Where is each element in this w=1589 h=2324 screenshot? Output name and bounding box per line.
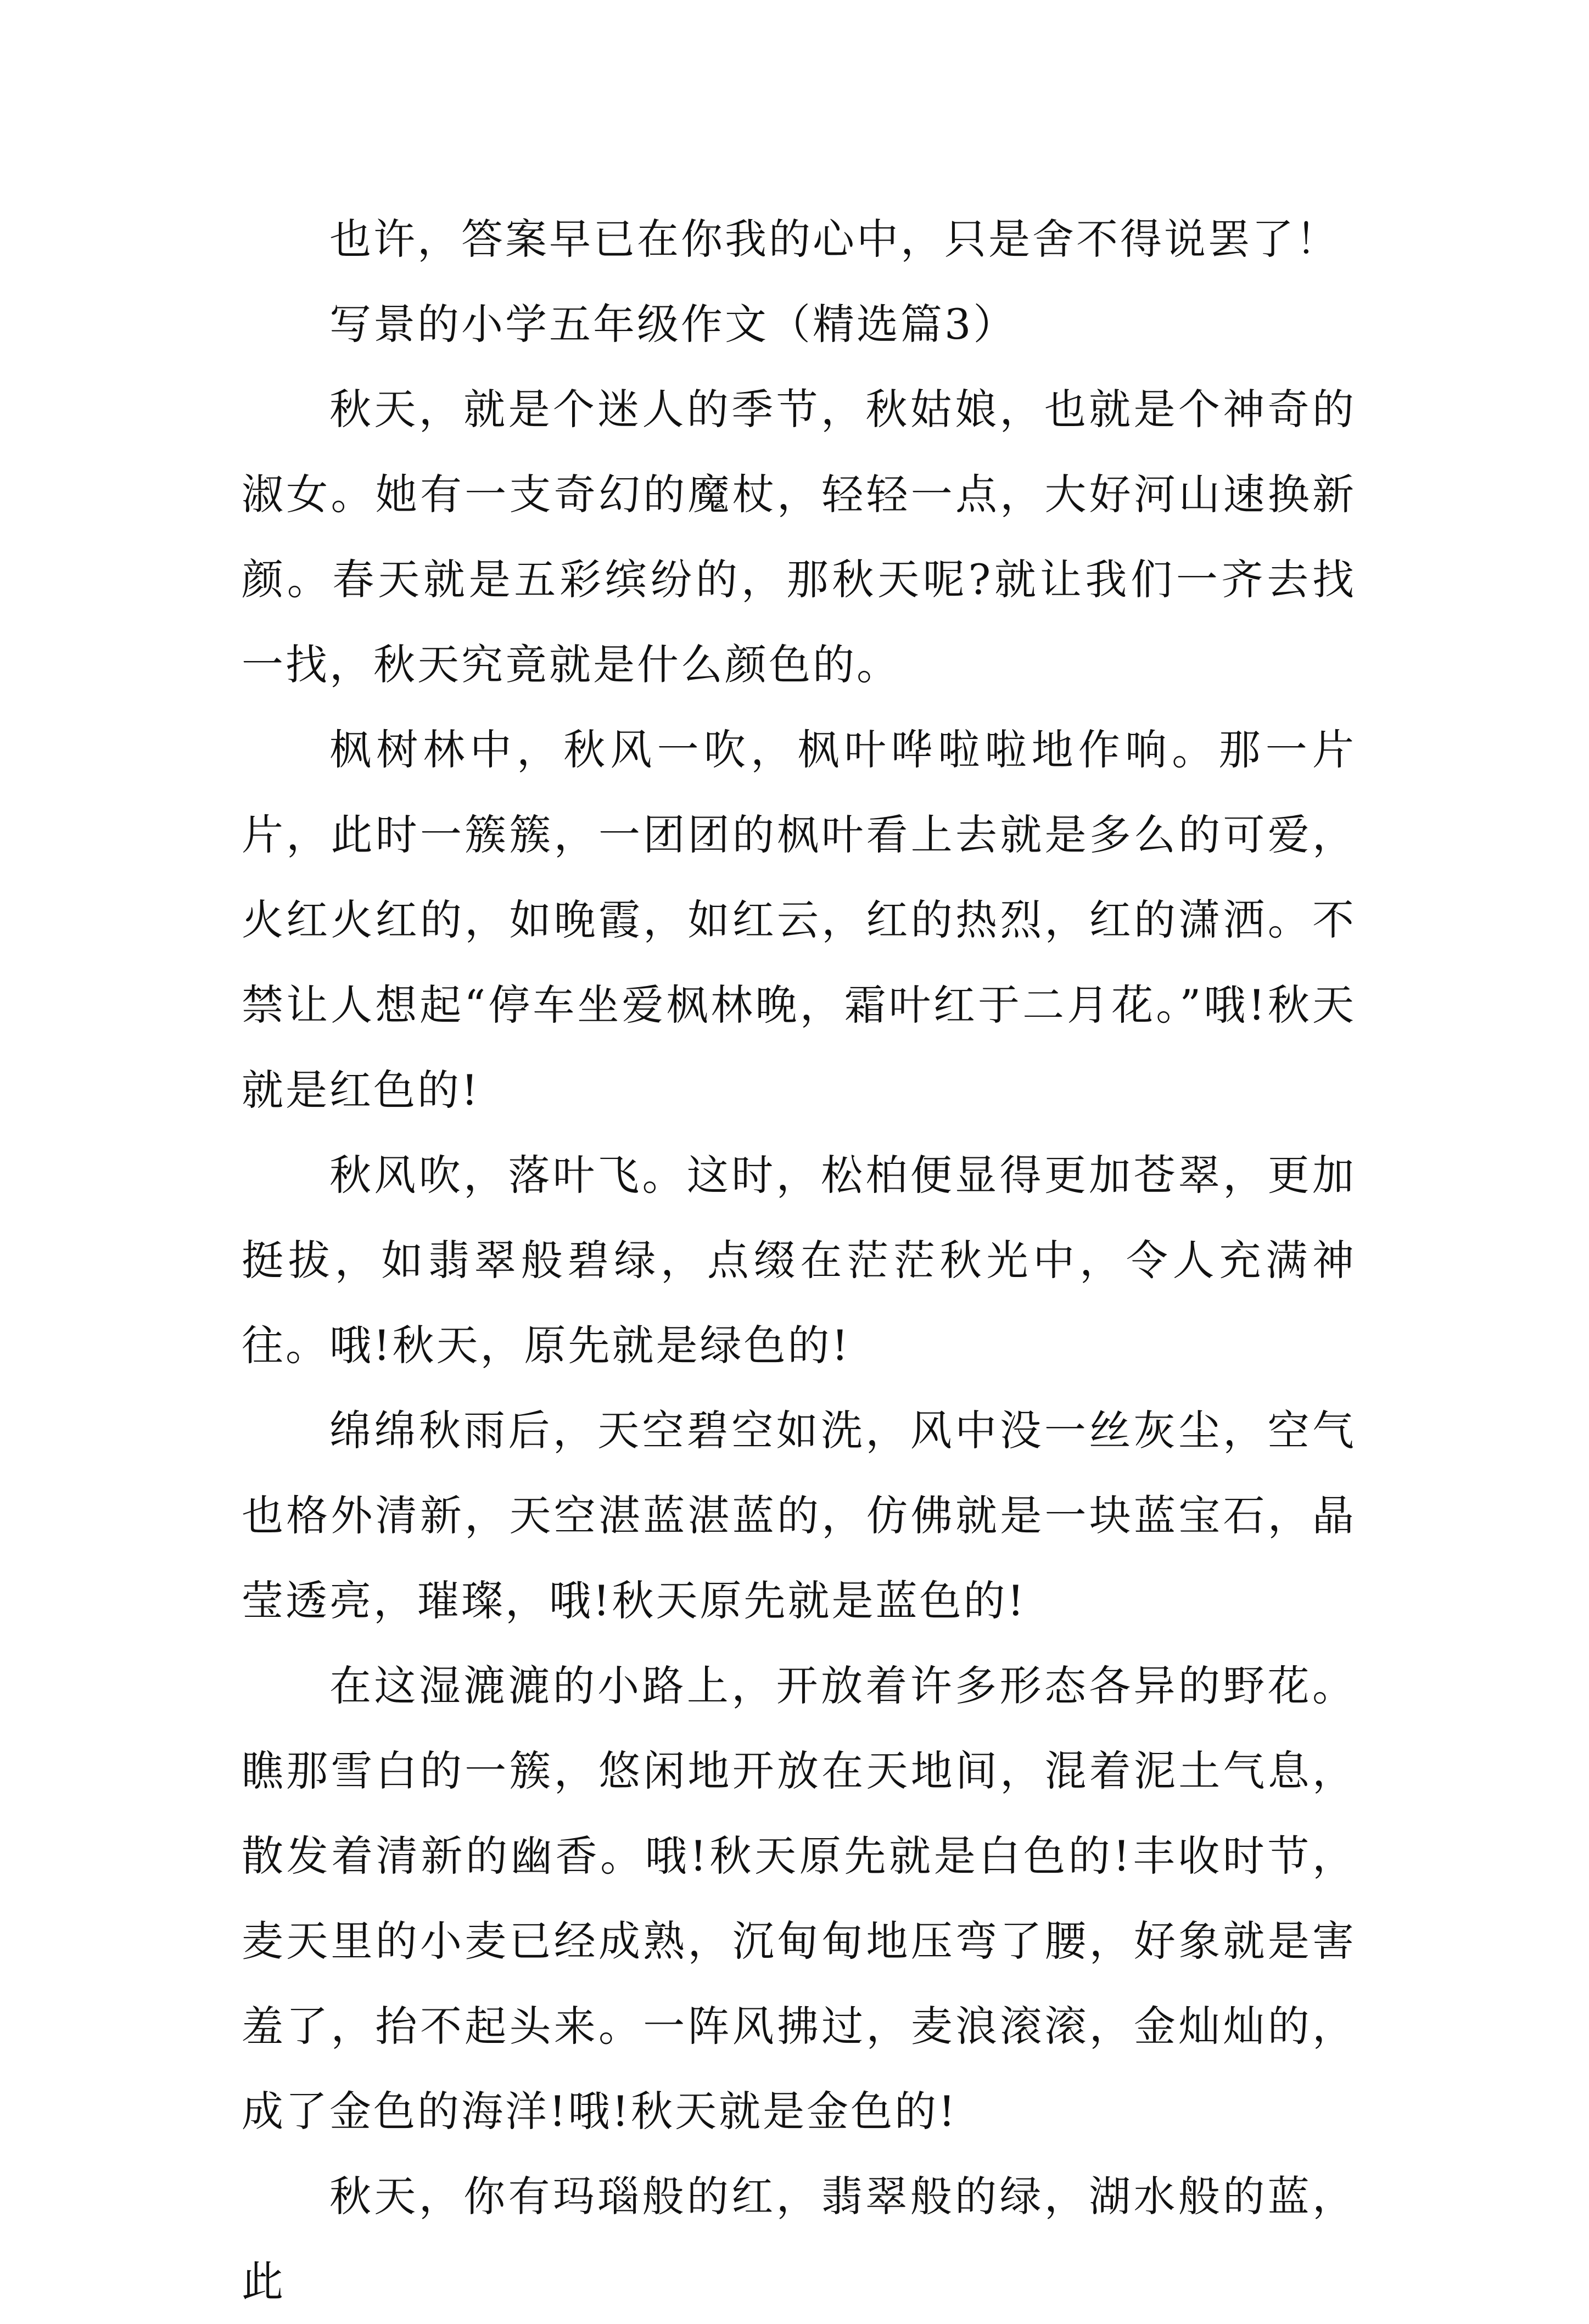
section-heading: 写景的小学五年级作文（精选篇3）	[329, 300, 1017, 349]
paragraph-3: 秋天，就是个迷人的季节，秋姑娘，也就是个神奇的淑女。她有一支奇幻的魔杖，轻轻一点，大好河山速换新颜。春天就是五彩缤纷的，那秋天呢?就让我们一齐去找一找，秋天究竟就是什么颜色的。	[242, 385, 1356, 689]
paragraph-7: 在这湿漉漉的小路上，开放着许多形态各异的野花。瞧那雪白的一簇，悠闲地开放在天地间，混着泥土气息，散发着清新的幽香。哦!秋天原先就是白色的!丰收时节，麦天里的小麦已经成熟，沉甸甸地压弯了腰，好象就是害羞了，抬不起头来。一阵风拂过，麦浪滚滚，金灿灿的，成了金色的海洋!哦!秋天就是金色的!	[242, 1661, 1356, 2136]
paragraph-4: 枫树林中，秋风一吹，枫叶哗啦啦地作响。那一片片，此时一簇簇，一团团的枫叶看上去就是多么的可爱，火红火红的，如晚霞，如红云，红的热烈，红的潇洒。不禁让人想起“停车坐爱枫林晚，霜叶红于二月花。”哦!秋天就是红色的!	[242, 725, 1356, 1115]
paragraph-6: 绵绵秋雨后，天空碧空如洗，风中没一丝灰尘，空气也格外清新，天空湛蓝湛蓝的，仿佛就是一块蓝宝石，晶莹透亮，璀璨，哦!秋天原先就是蓝色的!	[242, 1406, 1356, 1625]
document-body	[242, 197, 1356, 2324]
paragraph-5: 秋风吹，落叶飞。这时，松柏便显得更加苍翠，更加挺拔，如翡翠般碧绿，点缀在茫茫秋光中，令人充满神往。哦!秋天，原先就是绿色的!	[242, 1151, 1356, 1370]
paragraph-8: 秋天，你有玛瑙般的红，翡翠般的绿，湖水般的蓝，此	[242, 2172, 1356, 2306]
paragraph-1: 也许，答案早已在你我的心中，只是舍不得说罢了！	[329, 215, 1340, 264]
